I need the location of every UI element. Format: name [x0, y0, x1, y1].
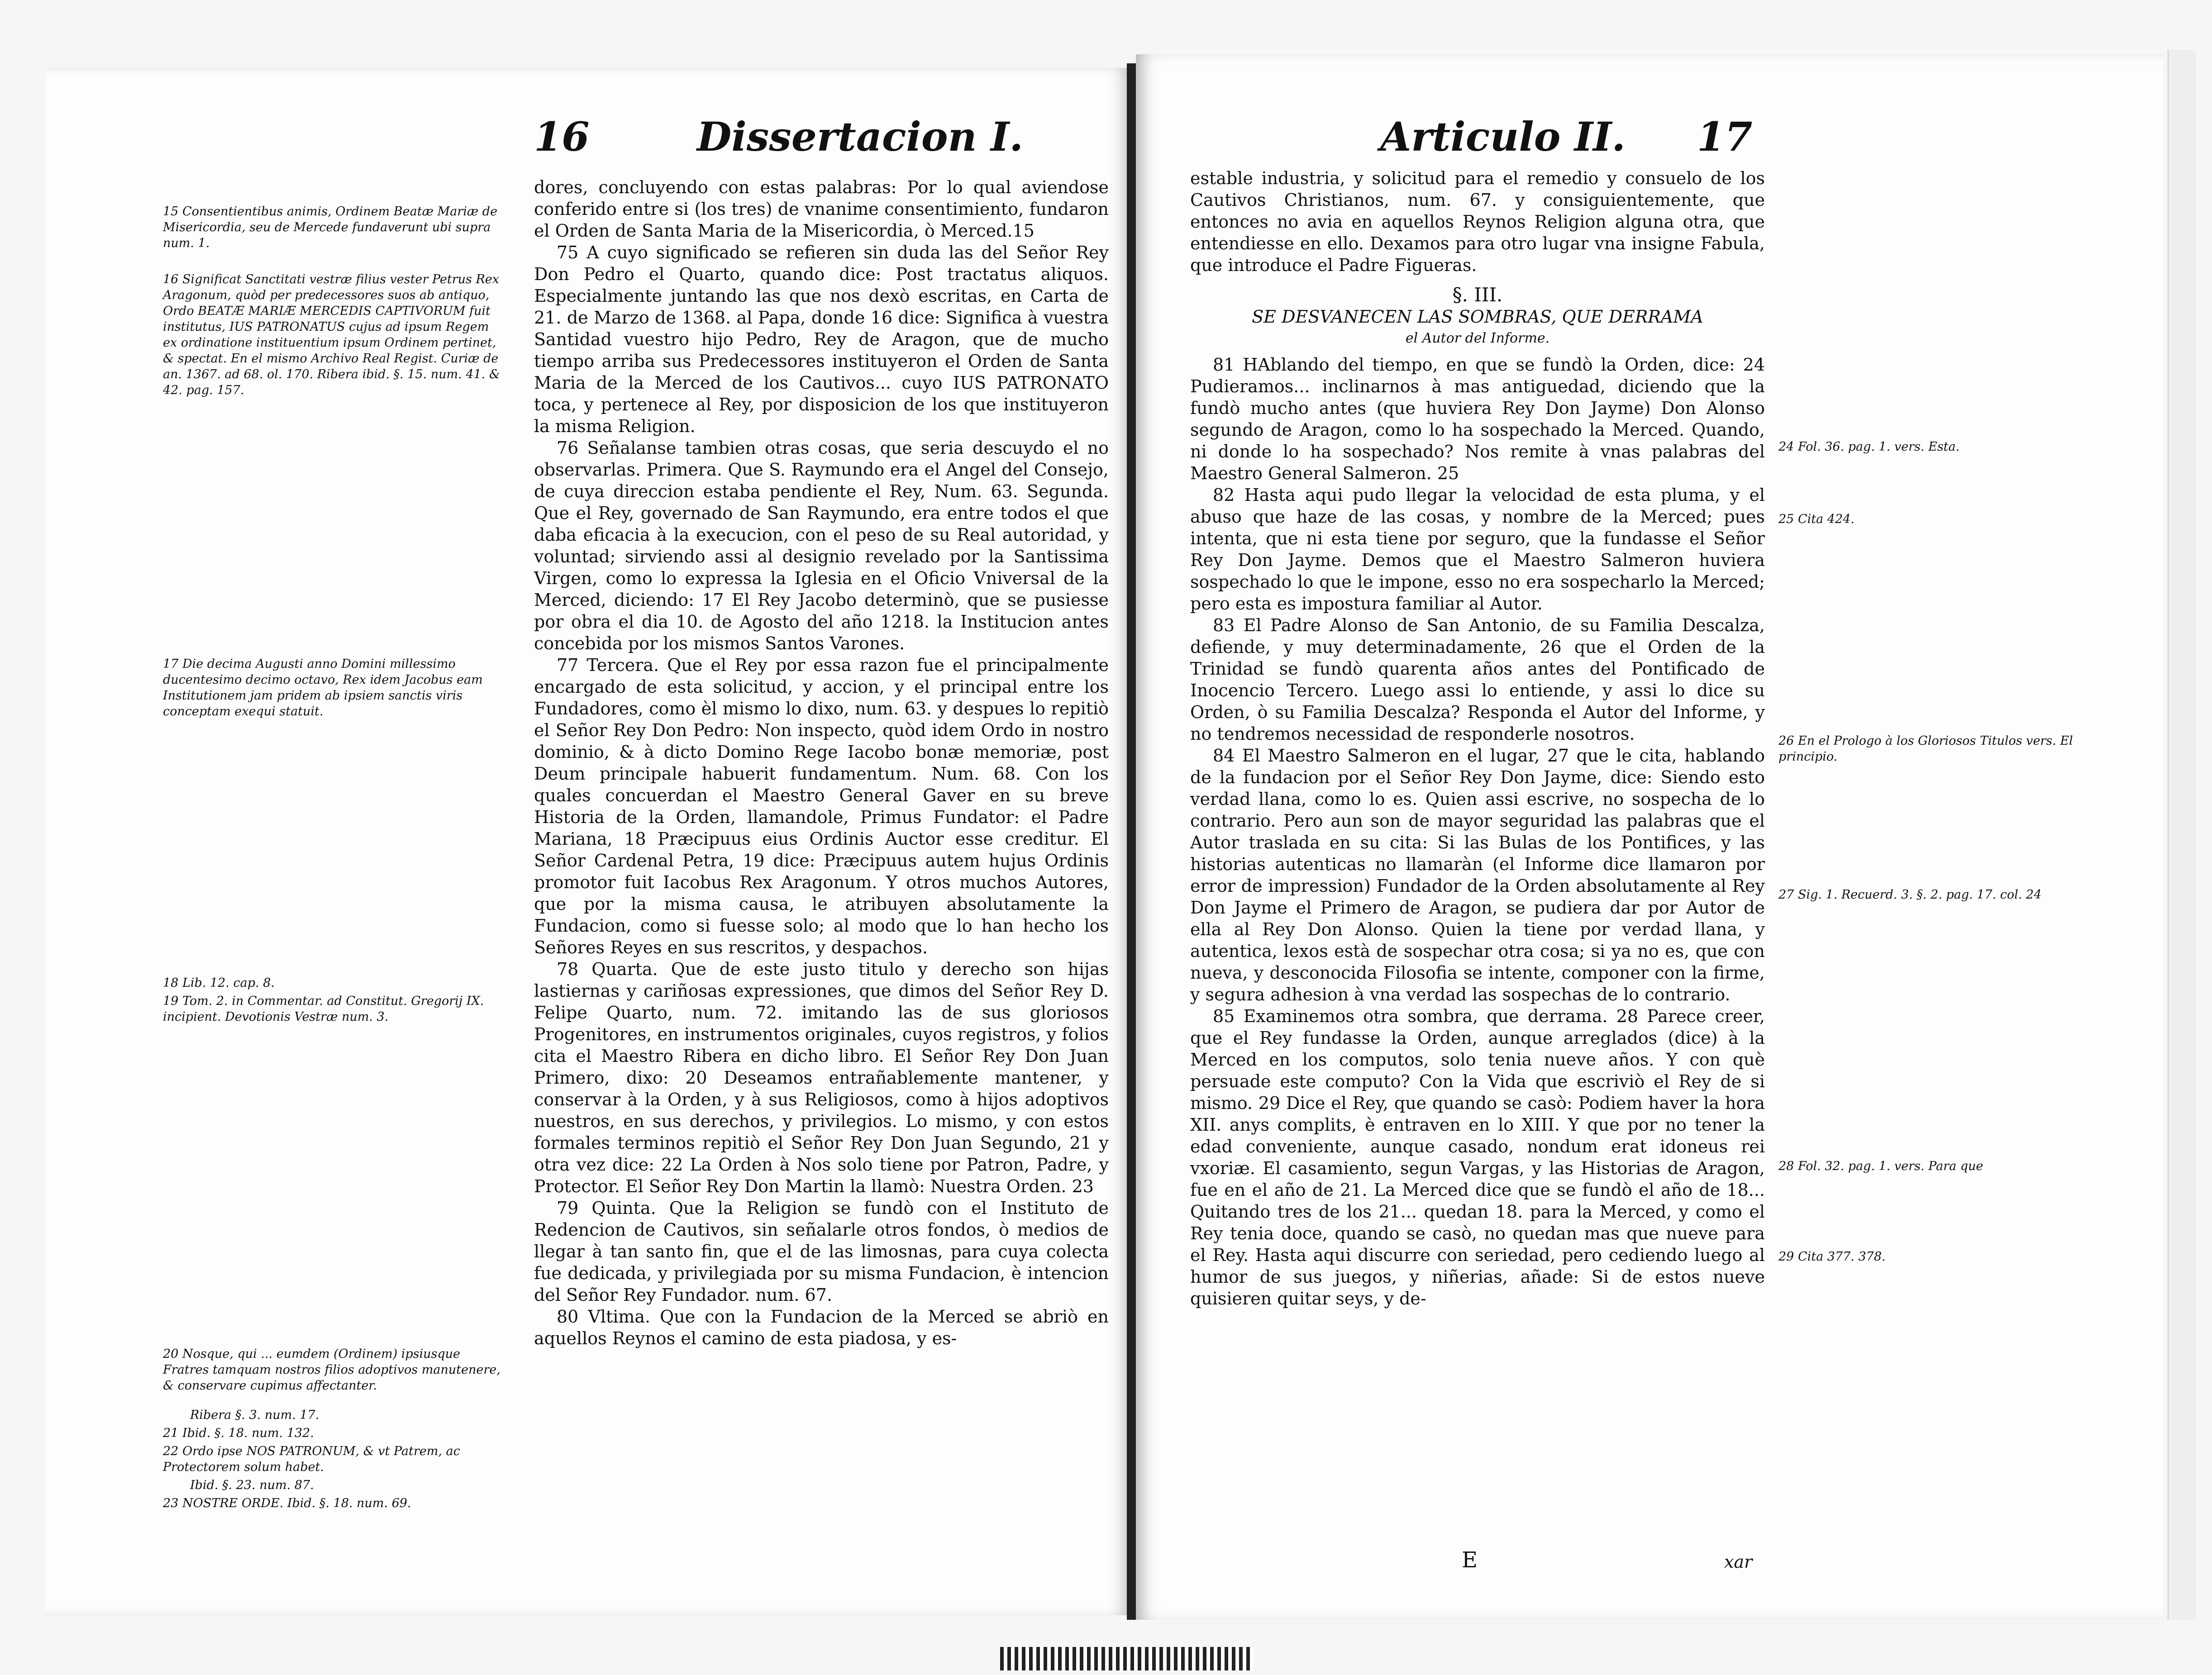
note-22-ref: Ibid. §. 23. num. 87. [190, 1478, 314, 1492]
paragraph-76: 76 Señalanse tambien otras cosas, que seria descuydo el no observarlas. Primera. Que S. Raymundo era el Angel del Consejo, de cuya direccion estaba pendiente el Rey, Num. 63. Segunda. Que el Rey, governado de San Raymundo, era entre todos el que daba eficacia à la execucion, con el peso de su Real autoridad, y voluntad; sirviendo assi al designio revelado por la Santissima Virgen, como lo expressa la Iglesia en el Oficio Vniversal de la Merced, diciendo: 17 El Rey Jacobo determinò, que se pusiesse por obra el dia 10. de Agosto del año 1218. la Institucion antes concebida por los mismos Santos Varones. [534, 438, 1109, 653]
left-page-number: 16 [534, 113, 590, 160]
signature-mark: E [1462, 1547, 1478, 1573]
section-number: §. III. [1452, 284, 1503, 306]
right-page-number: 17 [1697, 113, 1753, 160]
note-25: 25 Cita 424. [1778, 512, 1854, 526]
scan-strip [1000, 1647, 1254, 1670]
page-edges [2168, 50, 2196, 1620]
left-page [45, 68, 1131, 1615]
paragraph-78: 78 Quarta. Que de este justo titulo y derecho son hijas lastiernas y cariñosas expressiones, que dimos del Señor Rey D. Felipe Quarto, num. 72. imitando las de sus gloriosos Progenitores, en instrumentos originales, cuyos registros, y folios cita el Maestro Ribera en dicho libro. El Señor Rey Don Juan Primero, dixo: 20 Deseamos entrañablemente mantener, y conservar à la Orden, y à sus Religiosos, como à hijos adoptivos nuestros, en sus derechos, y privilegios. Lo mismo, y con estos formales terminos repitiò el Señor Rey Don Juan Segundo, 21 y otra vez dice: 22 La Orden à Nos solo tiene por Patron, Padre, y Protector. El Señor Rey Don Martin la llamò: Nuestra Orden. 23 [534, 959, 1109, 1196]
paragraph-85: 85 Examinemos otra sombra, que derrama. 28 Parece creer, que el Rey fundasse la Orden, aunque arreglados (dice) à la Merced en los computos, solo tenia nueve años. Y con què persuade este computo? Con la Vida que escriviò el Rey de si mismo. 29 Dice el Rey, que quando se casò: Podiem haver la hora XII. anys complits, è entraven en lo XIII. Y que por no tener la edad conveniente, aunque casado, nondum erat idoneus rei vxoriæ. El casamiento, segun Vargas, y las Historias de Aragon, fue en el año de 21. La Merced dice que se fundò el año de 18... Quitando tres de los 21... quedan 18. para la Merced, y como el Rey tenia doce, quando se casò, no quedan mas que nueve para el Rey. Hasta aqui discurre con seriedad, pero cediendo luego al humor de sus juegos, y niñerias, añade: Si de estos nueve quisieren quitar seys, y de- [1190, 1006, 1765, 1309]
note-20-ref: Ribera §. 3. num. 17. [190, 1408, 319, 1422]
note-28: 28 Fol. 32. pag. 1. vers. Para que [1778, 1159, 1983, 1173]
right-main-text [1190, 167, 1765, 1309]
paragraph-80-end: estable industria, y solicitud para el remedio y consuelo de los Cautivos Christianos, num. 67. y consiguientemente, que entonces no avia en aquellos Reynos Religion alguna otra, que entendiesse en ello. Dexamos para otro lugar vna insigne Fabula, que introduce el Padre Figueras. [1190, 168, 1765, 275]
note-26: 26 En el Prologo à los Gloriosos Titulos vers. El principio. [1778, 734, 2073, 764]
note-18: 18 Lib. 12. cap. 8. [163, 976, 275, 990]
left-running-head: Dissertacion I. [697, 113, 1023, 160]
note-17: 17 Die decima Augusti anno Domini millessimo ducentesimo decimo octavo, Rex idem Jacobus eam Institutionem jam pridem ab ipsiem sanctis viris conceptam exequi statuit. [163, 657, 483, 719]
note-22: 22 Ordo ipse NOS PATRONUM, & vt Patrem, ac Protectorem solum habet. [163, 1444, 460, 1474]
paragraph-83: 83 El Padre Alonso de San Antonio, de su Familia Descalza, defiende, y muy determinadamente, 26 que el Orden de la Trinidad se fundò quarenta años antes del Pontificado de Inocencio Tercero. Luego assi lo entiende, y assi lo dice su Orden, ò su Familia Descalza? Responda el Autor del Informe, y no tendremos necessidad de responderle nosotros. [1190, 615, 1765, 744]
paragraph-75: 75 A cuyo significado se refieren sin duda las del Señor Rey Don Pedro el Quarto, quando dice: Post tractatus aliquos. Especialmente juntando las que nos dexò escritas, en Carta de 21. de Marzo de 1368. al Papa, donde 16 dice: Significa à vuestra Santidad vuestro hijo Pedro, Rey de Aragon, que de mucho tiempo arriba sus Predecessores instituyeron el Orden de Santa Maria de la Merced de los Cautivos... cuyo IUS PATRONATO toca, y pertenece al Rey, por disposicion de los que instituyeron la misma Religion. [534, 243, 1109, 436]
catchword: xar [1724, 1552, 1753, 1572]
note-21: 21 Ibid. §. 18. num. 132. [163, 1426, 314, 1440]
paragraph-74-end: dores, concluyendo con estas palabras: Por lo qual aviendose conferido entre si (los tres) de vnanime consentimiento, fundaron el Orden de Santa Maria de la Misericordia, ò Merced.15 [534, 177, 1109, 241]
right-page [1136, 54, 2163, 1620]
paragraph-79: 79 Quinta. Que la Religion se fundò con el Instituto de Redencion de Cautivos, sin señalarle otros fondos, ò medios de llegar à tan santo fin, que el de las limosnas, para cuya colecta fue dedicada, y privilegiada por su misma Fundacion, è intencion del Señor Rey Fundador. num. 67. [534, 1198, 1109, 1305]
right-running-head: Articulo II. [1380, 113, 1626, 160]
note-29: 29 Cita 377. 378. [1778, 1250, 1886, 1264]
paragraph-77: 77 Tercera. Que el Rey por essa razon fue el principalmente encargado de esta solicitud, y accion, y el principal entre los Fundadores, como èl mismo lo dixo, num. 63. y despues lo repitiò el Señor Rey Don Pedro: Non inspecto, quòd idem Ordo in nostro dominio, & à dicto Domino Rege Iacobo bonæ memoriæ, post Deum principale habuerit fundamentum. Num. 68. Con los quales concuerdan el Maestro General Gaver en su breve Historia de la Orden, llamandole, Primus Fundator: el Padre Mariana, 18 Præcipuus eius Ordinis Auctor esse creditur. El Señor Cardenal Petra, 19 dice: Præcipuus autem hujus Ordinis promotor fuit Iacobus Rex Aragonum. Y otros muchos Autores, que por la misma causa, le atribuyen absolutamente la Fundacion, como si fuesse solo; al modo que lo han hecho los Señores Reyes en sus rescritos, y despachos. [534, 655, 1109, 957]
paragraph-82: 82 Hasta aqui pudo llegar la velocidad de esta pluma, y el abuso que haze de las cosas, y nombre de la Merced; pues intenta, que ni esta tiene por seguro, que la fundasse el Señor Rey Don Jayme. Demos que el Maestro Salmeron huviera sospechado lo que le impone, esso no era sospecharlo la Merced; pero esta es impostura familiar al Autor. [1190, 485, 1765, 614]
note-27: 27 Sig. 1. Recuerd. 3. §. 2. pag. 17. col. 24 [1778, 888, 2042, 902]
note-20: 20 Nosque, qui ... eumdem (Ordinem) ipsiusque Fratres tamquam nostros filios adoptivos manutenere, & conservare cupimus affectanter. [163, 1347, 501, 1393]
note-19: 19 Tom. 2. in Commentar. ad Constitut. Gregorij IX. incipient. Devotionis Vestræ num. 3. [163, 994, 484, 1024]
paragraph-81: 81 HAblando del tiempo, en que se fundò la Orden, dice: 24 Pudieramos... inclinarnos à mas antiguedad, diciendo que la fundò mucho antes (que huviera Rey Don Jayme) Don Alonso segundo de Aragon, como lo ha sospechado la Merced. Quando, ni donde lo ha sospechado? Nos remite à vnas palabras del Maestro General Salmeron. 25 [1190, 355, 1765, 483]
paragraph-80: 80 Vltima. Que con la Fundacion de la Merced se abriò en aquellos Reynos el camino de esta piadosa, y es- [534, 1307, 1109, 1348]
paragraph-84: 84 El Maestro Salmeron en el lugar, 27 que le cita, hablando de la fundacion por el Señor Rey Don Jayme, dice: Siendo esto verdad llana, como lo es. Quien assi escrive, no sospecha de lo contrario. Pero aun son de mayor seguridad las palabras que el Autor traslada en su cita: Si las Bulas de los Pontifices, y las historias autenticas no llamaràn (el Informe dice llamaron por error de impression) Fundador de la Orden absolutamente al Rey Don Jayme el Primero de Aragon, se pudiera dar por Autor de ella al Rey Don Alonso. Quien la tiene por verdad llana, y autentica, lexos està de sospechar otra cosa; si ya no es, que con nueva, y desconocida Filosofia se intente, componer con la firme, y segura adhesion à vna verdad las sospechas de lo contrario. [1190, 746, 1765, 1004]
left-main-text [534, 176, 1109, 1349]
note-24: 24 Fol. 36. pag. 1. vers. Esta. [1778, 440, 1960, 454]
section-title: SE DESVANECEN LAS SOMBRAS, QUE DERRAMA [1252, 307, 1703, 327]
note-15: 15 Consentientibus animis, Ordinem Beatæ Mariæ de Misericordia, seu de Mercede fundaverunt ubi supra num. 1. [163, 205, 498, 250]
note-23: 23 NOSTRE ORDE. Ibid. §. 18. num. 69. [163, 1496, 411, 1510]
section-subtitle: el Autor del Informe. [1405, 330, 1550, 346]
note-16: 16 Significat Sanctitati vestræ filius vester Petrus Rex Aragonum, quòd per predecessores suos ab antiquo, Ordo BEATÆ MARIÆ MERCEDIS CAPTIVORUM fuit institutus, IUS PATRONATUS cujus ad ipsum Regem ex ordinatione instituentium ipsum Ordinem pertinet, & spectat. En el mismo Archivo Real Regist. Curiæ de an. 1367. ad 68. ol. 170. Ribera ibid. §. 15. num. 41. & 42. pag. 157. [163, 272, 500, 397]
